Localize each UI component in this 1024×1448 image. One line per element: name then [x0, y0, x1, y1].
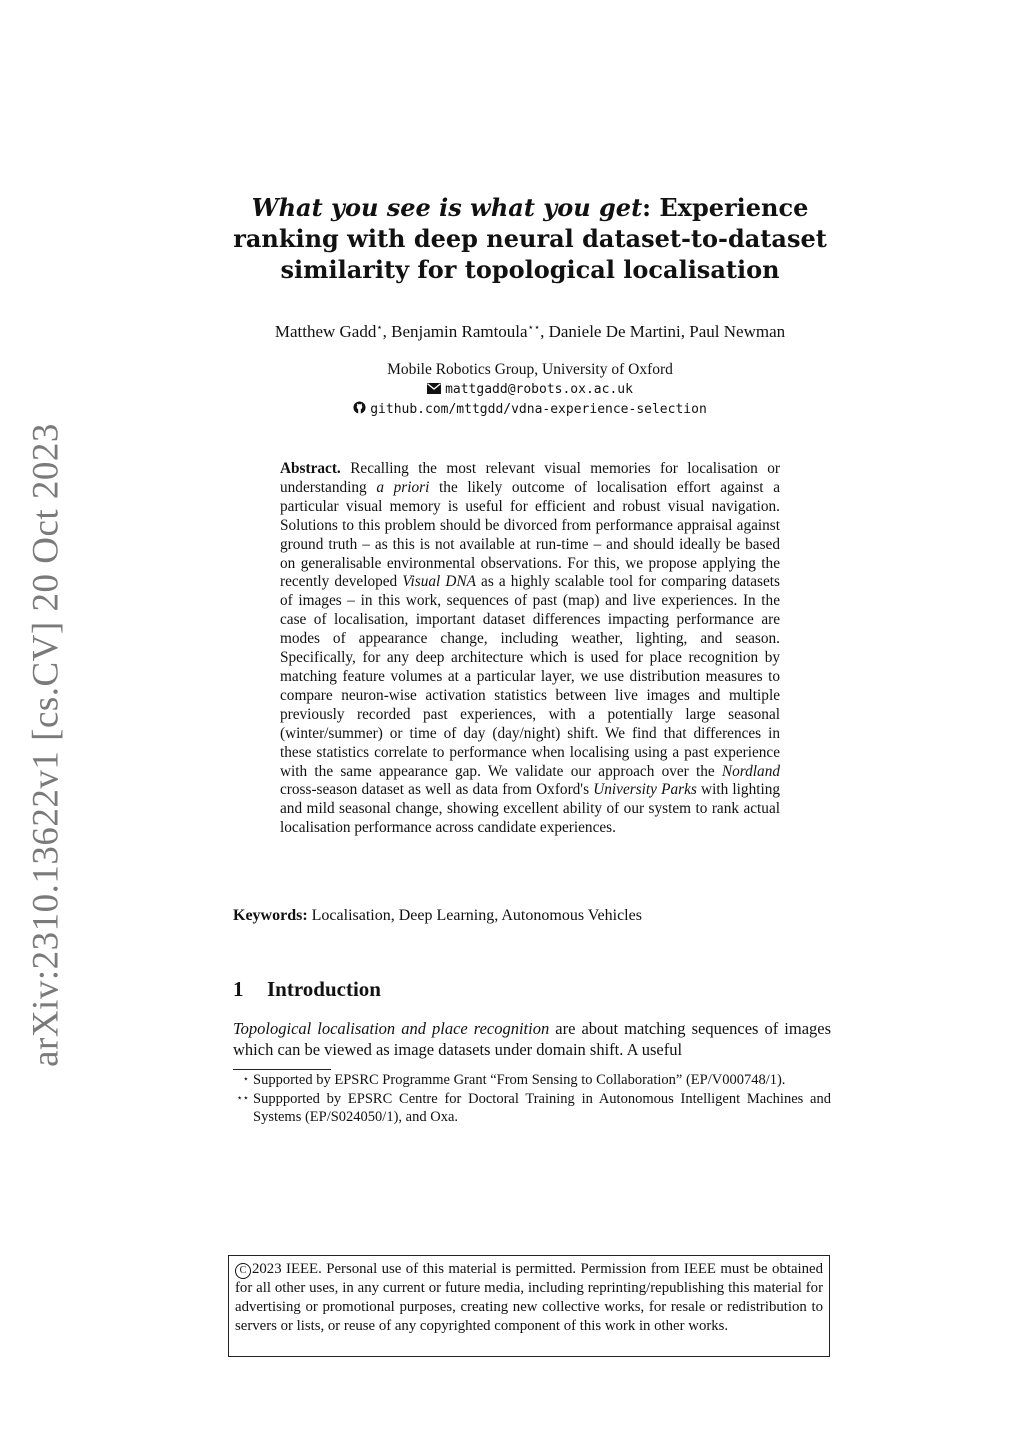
keywords-label: Keywords: [233, 907, 308, 924]
author-3: Daniele De Martini [548, 322, 681, 341]
footnote [233, 1090, 831, 1127]
copyright-symbol: C [235, 1263, 251, 1279]
abstract-text-5: with lighting and mild seasonal change, showing excellent ability of our system to rank actual localisation performance across candidate experiences. [280, 781, 781, 837]
footnote-rule [233, 1069, 331, 1070]
author-1-mark: ⋆ [376, 322, 383, 334]
footnote-mark: ⋆⋆ [236, 1092, 249, 1104]
footnote [233, 1071, 831, 1090]
title-line1: : Experience [642, 193, 809, 222]
title-line2: ranking with deep neural dataset-to-dataset [233, 224, 827, 253]
abstract-italic-1: a priori [376, 478, 430, 496]
affiliation: Mobile Robotics Group, University of Oxford [387, 361, 673, 378]
copyright-notice [228, 1255, 830, 1357]
abstract-italic-3: Nordland [721, 762, 781, 780]
abstract-text-3: as a highly scalable tool for comparing datasets of images – in this work, sequences of past (map) and live experiences. In the case of localisation, important dataset differences impacting performance are modes of appearance change, including weather, lighting, and season. Specifically, for any deep architecture which is used for place recognition by matching feature volumes at a particular layer, we use distribution measures to compare neuron-wise activation statistics between live images and multiple previously recorded past experiences, with a potentially large seasonal (winter/summer) or time of day (day/night) shift. We find that differences in these statistics correlate to performance when localising using a past experience with the same appearance gap. We validate our approach over the [280, 573, 780, 780]
author-4: Paul Newman [689, 322, 786, 341]
title-italic: What you see is what you get [251, 193, 643, 222]
abstract-text-1: Recalling the most relevant visual memories for localisation or understanding [280, 460, 780, 496]
abstract-label: Abstract. [280, 460, 341, 477]
footnote-text: Suppported by EPSRC Centre for Doctoral Training in Autonomous Intelligent Machines and Systems (EP/S024050/1), and Oxa. [253, 1090, 831, 1125]
title-line3: similarity for topological localisation [280, 255, 780, 284]
arxiv-identifier: arXiv:2310.13622v1 [cs.CV] 20 Oct 2023 [25, 423, 67, 1067]
section-heading [233, 977, 381, 1002]
github-icon [353, 401, 366, 414]
arxiv-sidebar [20, 423, 72, 1067]
footnote-mark: ⋆ [242, 1074, 249, 1085]
intro-text: are about matching sequences of images which can be viewed as image datasets under domain shift. A useful [233, 1019, 832, 1059]
affiliation-block [228, 360, 832, 419]
abstract-italic-4: University Parks [593, 781, 697, 799]
author-2-mark: ⋆⋆ [527, 322, 541, 334]
abstract-text-2: the likely outcome of localisation effort against a particular visual memory is useful for efficient and robust visual navigation. Solutions to this problem should be divorced from performance appraisal against ground truth – as this is not available at run-time – and should ideally be based on generalisable environmental observations. For this, we propose applying the recently developed [280, 478, 780, 591]
author-list: Matthew Gadd⋆, Benjamin Ramtoula⋆⋆, Daniele De Martini, Paul Newman [274, 322, 786, 341]
copyright-text: 2023 IEEE. Personal use of this material is permitted. Permission from IEEE must be obtained for all other uses, in any current or future media, including reprinting/republishing this material for advertising or promotional purposes, creating new collective works, for resale or redistribution to servers or lists, or reuse of any copyrighted component of this work in other works. [235, 1261, 823, 1334]
envelope-icon [427, 383, 441, 394]
author-1: Matthew Gadd [274, 322, 377, 341]
footnote-text: Supported by EPSRC Programme Grant “From Sensing to Collaboration” (EP/V000748/1). [253, 1072, 786, 1088]
paper-title [228, 192, 832, 285]
section-number: 1 [233, 977, 244, 1001]
abstract [280, 460, 780, 838]
introduction-paragraph [233, 1018, 831, 1060]
keywords [233, 907, 833, 925]
email-link[interactable]: mattgadd@robots.ox.ac.uk [445, 382, 633, 397]
github-link[interactable]: github.com/mttgdd/vdna-experience-selection [370, 402, 707, 417]
abstract-text-4: cross-season dataset as well as data from Oxford's [280, 781, 590, 799]
keywords-text: Localisation, Deep Learning, Autonomous Vehicles [311, 907, 642, 924]
intro-italic: Topological localisation and place recognition [233, 1019, 550, 1038]
abstract-italic-2: Visual DNA [402, 573, 476, 591]
section-title: Introduction [267, 977, 381, 1001]
author-2: Benjamin Ramtoula [391, 322, 528, 341]
footnotes [233, 1071, 831, 1127]
